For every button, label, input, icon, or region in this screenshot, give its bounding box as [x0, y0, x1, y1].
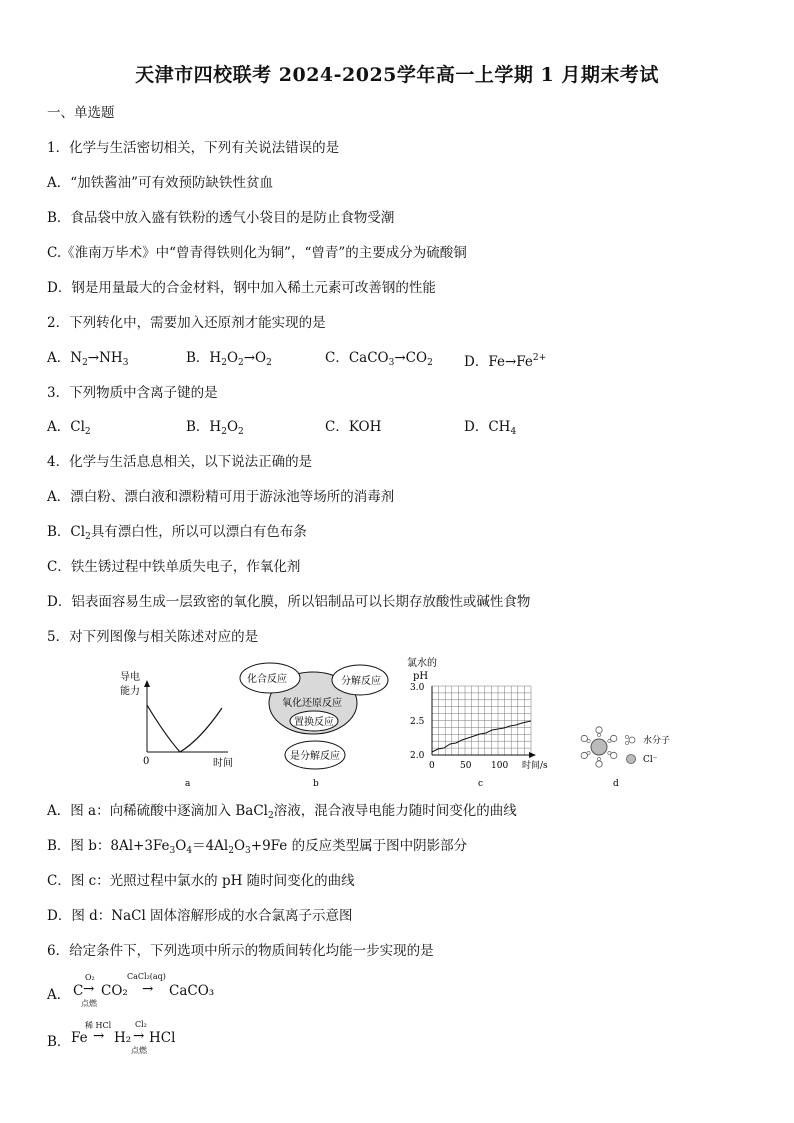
fig-b-label-decomposition: 分解反应	[341, 676, 381, 687]
q6-option-b	[47, 1018, 347, 1058]
fig-c-xtick-0: 0	[429, 761, 435, 771]
q6-a-arrow-1: →	[83, 981, 95, 997]
q6-a-arrow1-condition: O₂	[85, 973, 95, 982]
q6-b-arrow2-under: 点燃	[131, 1046, 147, 1055]
fig-d-water-hydrogen	[608, 739, 611, 742]
q3-option-a: A．$Cl_2$	[47, 419, 91, 437]
fig-a-curve	[147, 705, 222, 752]
q6-a-arrow-2: →	[142, 981, 154, 997]
q1-option-b: B．食品袋中放入盛有铁粉的透气小袋目的是防止食物受潮	[47, 210, 395, 226]
q6-a-species-2: CO₂	[101, 983, 128, 999]
fig-c-xtick-100: 100	[491, 761, 509, 771]
fig-b-label-displacement: 置换反应	[294, 717, 334, 728]
fig-c-grid	[432, 686, 531, 755]
section-heading: 一、单选题	[47, 105, 115, 121]
fig-b-label-redox: 氧化还原反应	[282, 698, 342, 709]
fig-c-title: 氯水的	[407, 658, 437, 669]
q5-option-c: C．图 c：光照过程中氯水的 pH 随时间变化的曲线	[47, 873, 355, 889]
q5-option-b: B．图 b：$8Al+3Fe_3O_4=4Al_2O_3+9Fe$ 的反应类型属于图中阴影部分	[47, 838, 468, 856]
fig-c-caption: c	[478, 779, 484, 789]
q2-option-c: C．$CaCO_3\to CO_2$	[325, 350, 433, 368]
q6-stem: 6．给定条件下，下列选项中所示的物质间转化均能一步实现的是	[47, 943, 434, 959]
q6-a-species-3: CaCO₃	[169, 983, 215, 999]
fig-d-water-oxygen	[581, 735, 587, 741]
fig-d-water-hydrogen	[597, 733, 600, 736]
q4-option-a: A．漂白粉、漂白液和漂粉精可用于游泳池等场所的消毒剂	[47, 489, 395, 505]
fig-d-water-hydrogen	[587, 751, 590, 754]
exam-title: 天津市四校联考 2024-2025学年高一上学期 1 月期末考试	[135, 64, 659, 86]
q6-b-species-3: HCl	[149, 1030, 176, 1046]
q6-b-species-2: H₂	[114, 1030, 132, 1046]
q6-b-species-1: Fe	[71, 1030, 88, 1046]
figure-b	[236, 658, 394, 790]
q6-a-arrow1-under: 点燃	[81, 999, 97, 1008]
figure-c	[398, 652, 560, 790]
fig-d-water-oxygen	[611, 752, 617, 758]
fig-c-ytick-2: 2.0	[410, 751, 425, 761]
q6-b-arrow-2: →	[133, 1028, 145, 1044]
fig-d-hydrated-ion	[581, 727, 617, 767]
fig-a-origin: 0	[143, 756, 150, 767]
fig-d-caption: d	[613, 779, 619, 789]
q6-a-species-1: C	[73, 983, 84, 999]
fig-a-ylabel-1: 导电	[120, 672, 140, 683]
fig-d-water-hydrogen	[597, 757, 600, 760]
fig-d-water-oxygen	[596, 761, 602, 767]
q1-stem: 1．化学与生活密切相关，下列有关说法错误的是	[47, 140, 340, 156]
q6-option-a	[47, 970, 347, 1010]
q3-option-c: C．KOH	[325, 419, 382, 435]
fig-d-legend-ion-icon	[627, 755, 636, 764]
fig-c-xlabel: 时间/s	[522, 761, 548, 771]
fig-c-curve	[432, 721, 531, 752]
q3-stem: 3．下列物质中含离子键的是	[47, 385, 218, 401]
q6-a-label: A．	[47, 987, 71, 1003]
fig-c-ytick-3: 3.0	[410, 683, 425, 693]
fig-d-water-oxygen	[596, 727, 602, 733]
q3-option-b: B．$H_2O_2$	[186, 419, 244, 437]
q5-option-a: A．图 a：向稀硫酸中逐滴加入 BaCl$_2$溶液，混合液导电能力随时间变化的曲线	[47, 803, 517, 821]
q4-option-b: B．$Cl_2$具有漂白性，所以可以漂白有色布条	[47, 524, 307, 542]
q6-b-arrow-1: →	[93, 1028, 105, 1044]
fig-b-caption: b	[313, 779, 319, 789]
fig-c-ph: pH	[413, 671, 429, 682]
fig-a-xlabel: 时间	[213, 758, 233, 769]
fig-d-water-hydrogen	[587, 739, 590, 742]
q6-b-arrow1-condition: 稀 HCl	[85, 1021, 112, 1030]
q2-stem: 2．下列转化中，需要加入还原剂才能实现的是	[47, 315, 326, 331]
q4-option-c: C．铁生锈过程中铁单质失电子，作氧化剂	[47, 559, 301, 575]
figure-d	[572, 724, 712, 790]
q4-option-d: D．铝表面容易生成一层致密的氧化膜，所以铝制品可以长期存放酸性或碱性食物	[47, 594, 531, 610]
fig-d-water-hydrogen	[608, 751, 611, 754]
q1-option-c: C.《淮南万毕术》中“曾青得铁则化为铜”，“曾青”的主要成分为硫酸铜	[47, 245, 467, 261]
q6-a-arrow2-condition: CaCl₂(aq)	[127, 972, 166, 981]
q3-option-d: D．$CH_4$	[464, 419, 517, 437]
fig-d-legend-water-icon	[625, 735, 635, 744]
fig-d-water-oxygen	[611, 735, 617, 741]
q4-stem: 4．化学与生活息息相关，以下说法正确的是	[47, 454, 313, 470]
q5-stem: 5．对下列图像与相关陈述对应的是	[47, 629, 259, 645]
q6-b-arrow2-condition: Cl₂	[135, 1020, 147, 1029]
q1-option-d: D．钢是用量最大的合金材料，钢中加入稀土元素可改善钢的性能	[47, 280, 436, 296]
fig-a-caption: a	[185, 779, 191, 789]
q2-options	[47, 349, 747, 369]
q1-option-a: A．“加铁酱油”可有效预防缺铁性贫血	[47, 175, 274, 191]
q2-option-b: B．$H_2O_2\to O_2$	[186, 350, 272, 368]
q6-b-label: B．	[47, 1034, 71, 1050]
q2-option-a: A．$N_2\to NH_3$	[47, 350, 129, 368]
figure-a	[110, 660, 235, 790]
fig-d-water-oxygen	[581, 752, 587, 758]
q5-option-d: D．图 d：NaCl 固体溶解形成的水合氯离子示意图	[47, 908, 353, 924]
fig-b-label-combination: 化合反应	[247, 674, 287, 685]
fig-a-ylabel-2: 能力	[120, 686, 140, 697]
fig-b-label-bottom: 是分解反应	[290, 751, 340, 762]
fig-d-legend-water: 水分子	[643, 736, 671, 746]
fig-d-legend-ion: Cl⁻	[643, 755, 658, 765]
q2-option-d: D．$Fe\to Fe^{2+}$	[464, 353, 547, 370]
fig-c-xtick-50: 50	[460, 761, 472, 771]
q3-options	[47, 418, 747, 438]
fig-c-ytick-2-5: 2.5	[410, 717, 425, 727]
